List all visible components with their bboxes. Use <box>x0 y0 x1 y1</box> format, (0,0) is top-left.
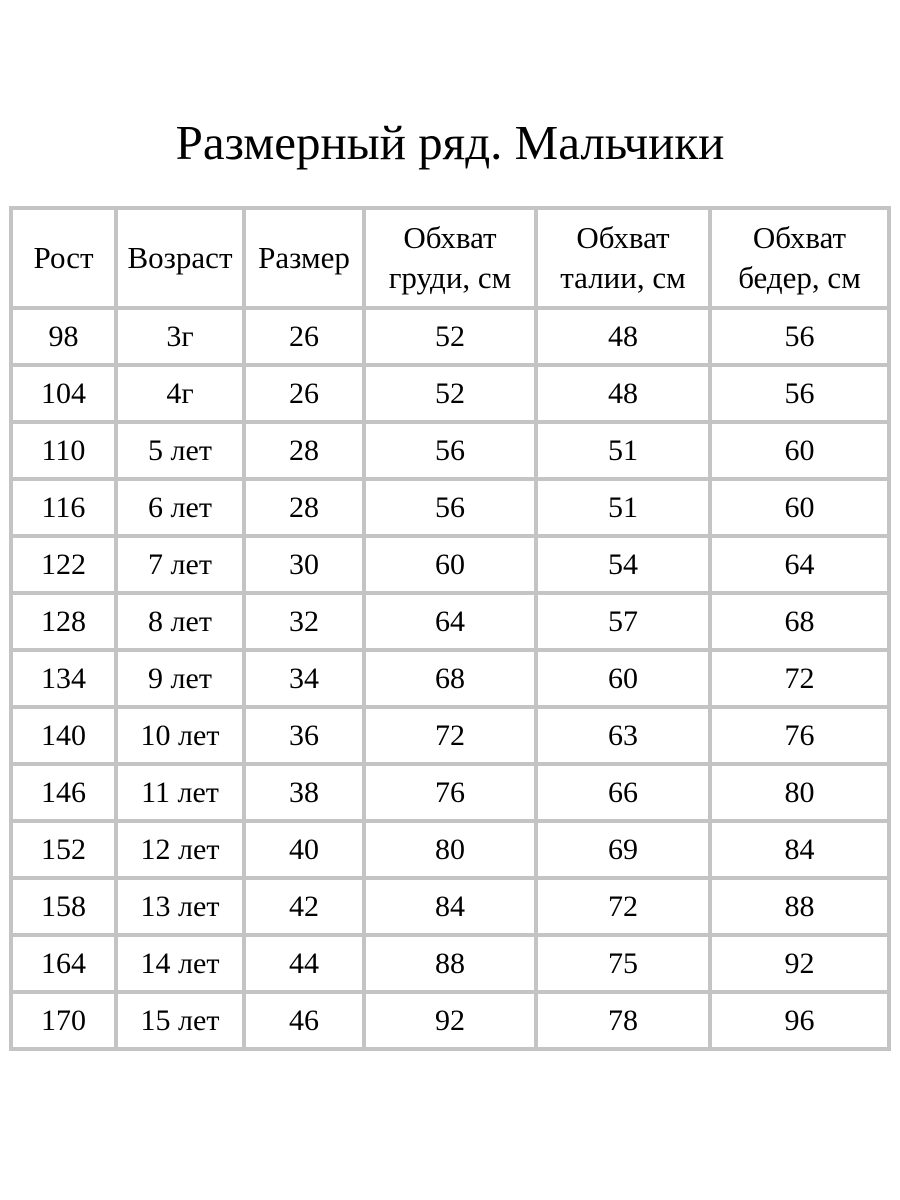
table-cell: 60 <box>536 650 710 707</box>
table-cell: 72 <box>536 878 710 935</box>
table-cell: 92 <box>710 935 889 992</box>
table-cell: 63 <box>536 707 710 764</box>
table-cell: 66 <box>536 764 710 821</box>
table-cell: 57 <box>536 593 710 650</box>
table-cell: 84 <box>364 878 536 935</box>
table-cell: 13 лет <box>116 878 244 935</box>
table-cell: 60 <box>710 422 889 479</box>
table-row <box>11 878 889 935</box>
table-cell: 64 <box>364 593 536 650</box>
table-cell: 76 <box>710 707 889 764</box>
table-cell: 36 <box>244 707 364 764</box>
table-row <box>11 536 889 593</box>
table-row <box>11 992 889 1049</box>
table-cell: 7 лет <box>116 536 244 593</box>
table-cell: 72 <box>710 650 889 707</box>
table-cell: 48 <box>536 365 710 422</box>
table-cell: 92 <box>364 992 536 1049</box>
table-cell: 68 <box>364 650 536 707</box>
table-cell: 8 лет <box>116 593 244 650</box>
table-cell: 51 <box>536 479 710 536</box>
table-cell: 122 <box>11 536 116 593</box>
table-cell: 96 <box>710 992 889 1049</box>
table-cell: 60 <box>710 479 889 536</box>
table-cell: 64 <box>710 536 889 593</box>
table-cell: 6 лет <box>116 479 244 536</box>
table-cell: 116 <box>11 479 116 536</box>
table-cell: 152 <box>11 821 116 878</box>
table-cell: 68 <box>710 593 889 650</box>
column-header-chest: Обхват груди, см <box>364 208 536 308</box>
table-cell: 98 <box>11 308 116 365</box>
table-cell: 5 лет <box>116 422 244 479</box>
table-cell: 164 <box>11 935 116 992</box>
table-cell: 69 <box>536 821 710 878</box>
table-cell: 38 <box>244 764 364 821</box>
table-row <box>11 650 889 707</box>
table-cell: 56 <box>710 308 889 365</box>
table-cell: 14 лет <box>116 935 244 992</box>
table-cell: 60 <box>364 536 536 593</box>
table-cell: 12 лет <box>116 821 244 878</box>
table-cell: 80 <box>364 821 536 878</box>
table-row <box>11 821 889 878</box>
table-cell: 30 <box>244 536 364 593</box>
table-cell: 26 <box>244 365 364 422</box>
table-cell: 128 <box>11 593 116 650</box>
column-header-hips: Обхват бедер, см <box>710 208 889 308</box>
table-cell: 11 лет <box>116 764 244 821</box>
size-table-body <box>11 308 889 1049</box>
table-cell: 15 лет <box>116 992 244 1049</box>
table-cell: 56 <box>710 365 889 422</box>
table-cell: 44 <box>244 935 364 992</box>
table-cell: 76 <box>364 764 536 821</box>
table-cell: 88 <box>364 935 536 992</box>
table-cell: 56 <box>364 479 536 536</box>
table-cell: 140 <box>11 707 116 764</box>
table-cell: 54 <box>536 536 710 593</box>
table-cell: 40 <box>244 821 364 878</box>
table-row <box>11 707 889 764</box>
size-table <box>9 206 891 1051</box>
column-header-height: Рост <box>11 208 116 308</box>
table-cell: 75 <box>536 935 710 992</box>
page-title: Размерный ряд. Мальчики <box>175 115 725 170</box>
table-cell: 9 лет <box>116 650 244 707</box>
table-cell: 146 <box>11 764 116 821</box>
header-row <box>11 208 889 308</box>
table-cell: 158 <box>11 878 116 935</box>
table-cell: 170 <box>11 992 116 1049</box>
table-cell: 84 <box>710 821 889 878</box>
table-cell: 28 <box>244 479 364 536</box>
table-cell: 28 <box>244 422 364 479</box>
table-row <box>11 479 889 536</box>
column-header-age: Возраст <box>116 208 244 308</box>
table-row <box>11 593 889 650</box>
size-table-header <box>11 208 889 308</box>
table-cell: 48 <box>536 308 710 365</box>
table-cell: 56 <box>364 422 536 479</box>
table-cell: 42 <box>244 878 364 935</box>
table-cell: 3г <box>116 308 244 365</box>
table-row <box>11 365 889 422</box>
table-cell: 46 <box>244 992 364 1049</box>
table-cell: 110 <box>11 422 116 479</box>
table-cell: 34 <box>244 650 364 707</box>
column-header-waist: Обхват талии, см <box>536 208 710 308</box>
table-cell: 32 <box>244 593 364 650</box>
table-cell: 134 <box>11 650 116 707</box>
table-row <box>11 422 889 479</box>
table-cell: 78 <box>536 992 710 1049</box>
table-row <box>11 308 889 365</box>
table-cell: 51 <box>536 422 710 479</box>
table-cell: 26 <box>244 308 364 365</box>
table-cell: 72 <box>364 707 536 764</box>
table-cell: 52 <box>364 308 536 365</box>
table-cell: 104 <box>11 365 116 422</box>
table-cell: 80 <box>710 764 889 821</box>
table-cell: 10 лет <box>116 707 244 764</box>
table-row <box>11 935 889 992</box>
table-cell: 52 <box>364 365 536 422</box>
table-cell: 4г <box>116 365 244 422</box>
table-row <box>11 764 889 821</box>
table-cell: 88 <box>710 878 889 935</box>
column-header-size: Размер <box>244 208 364 308</box>
